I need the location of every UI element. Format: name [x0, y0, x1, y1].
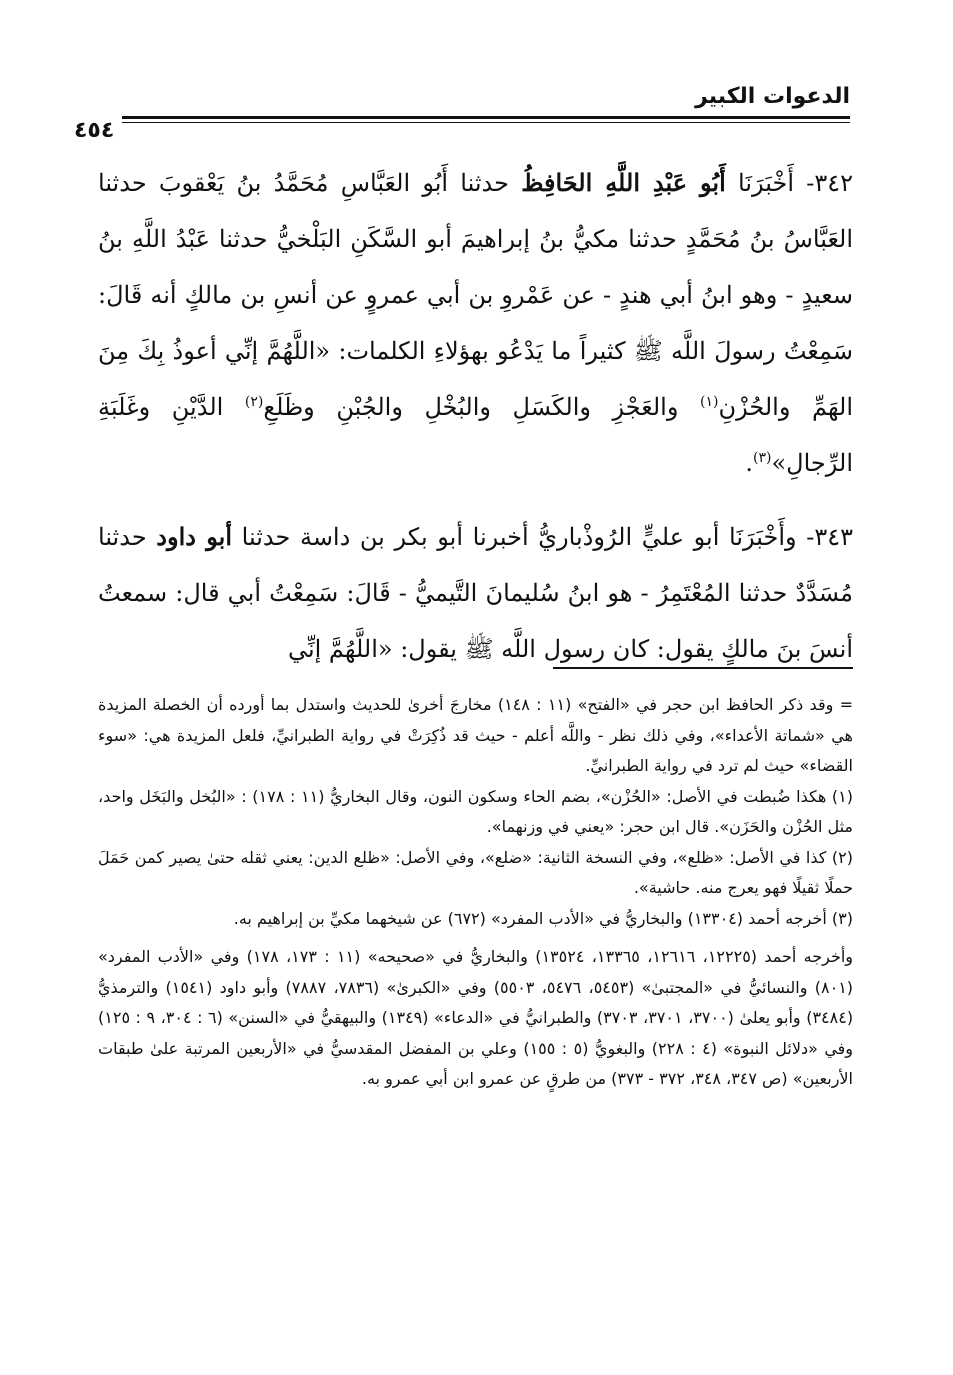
header-rule-thick: [70, 116, 850, 119]
hadith-number: ٣٤٢-: [793, 169, 853, 197]
hadith-text: حدثنا أَبُو العَبَّاسِ مُحَمَّدُ بنُ يَعْقوبَ حدثنا العَبَّاسُ بنُ مُحَمَّدٍ حدثنا مكيُّ بنُ إبراهيمَ أبو السَّكَنِ البَلْخيُّ حدثنا عَبْدُ اللَّهِ بنُ سعيدٍ - وهو ابنُ أبي هندٍ - عن عَمْروِ بن أبي عمروٍ عن أنسِ بن مالكٍ أنه قَالَ: سَمِعْتُ رسولَ اللَّه ﷺ كثيراً ما يَدْعُو بهؤلاءِ الكلمات: «اللَّهُمَّ إنِّي أعوذُ بِكَ مِنَ الهَمِّ والحُزْنِ: [98, 169, 854, 421]
footnote-2: (٢) كذا في الأصل: «ظلع»، وفي النسخة الثانية: «ضلع»، وفي الأصل: «ظلع الدين: يعني ثقله حتىٰ يصير كمن حَمَلَ حملًا ثقيلًا فهو يعرج منه. حاشية».: [98, 847, 853, 897]
footnote-3: (٣) أخرجه أحمد (١٣٣٠٤) والبخاريُّ في «الأدب المفرد» (٦٧٢) عن شيخهما مكيِّ بن إبراهيم به.: [233, 908, 853, 928]
header-rule-thin: [70, 122, 850, 123]
hadith-text: وأَخْبَرَنَا أبو عليٍّ الرُوذْباريُّ أخبرنا أبو بكر بن داسة حدثنا: [232, 523, 797, 551]
hadith-text: أَخْبَرَنَا: [725, 169, 794, 197]
footnotes: [98, 690, 853, 1095]
hadith-text: حدثنا مُسَدَّدٌ حدثنا المُعْتَمِرُ - هو ابنُ سُليمانَ التَّيميُّ - قَالَ: سَمِعْتُ أبي قال: سمعتُ أنسَ بنَ مالكٍ يقول: كان رسول اللَّه ﷺ يقول: «اللَّهُمَّ إنِّي: [98, 523, 853, 663]
page-header: [70, 78, 850, 148]
footnote-continuation: = وقد ذكر الحافظ ابن حجر في «الفتح» (١١ : ١٤٨) مخارجَ أخرىٰ للحديث واستدل بما أورده أن الخصلة المزيدة هي «شماتة الأعداء»، وفي ذلك نظر - واللَّه أعلم - حيث قد ذُكِرَتْ في رواية الطبرانيِّ، فلعل المزيدة هي: «سوء القضاء» حيث لم ترد في رواية الطبرانيِّ.: [98, 695, 854, 775]
footnote-1: (١) هكذا ضُبطت في الأصل: «الحُزْن»، بضم الحاء وسكون النون، وقال البخاريُّ (١١ : ١٧٨) : «البُخل والبَخَل واحد، مثل الحُزْن والحَزَن». قال ابن حجر: «يعني في وزنهما».: [98, 786, 854, 836]
footnote-3-continued: وأخرجه أحمد (١٢٢٢٥، ١٢٦١٦، ١٣٣٦٥، ١٣٥٢٤) والبخاريُّ في «صحيحه» (١١ : ١٧٣، ١٧٨) وفي «الأدب المفرد» (٨٠١) والنسائيُّ في «المجتبىٰ» (٥٤٥٣، ٥٤٧٦، ٥٥٠٣) وفي «الكبرىٰ» (٧٨٣٦، ٧٨٨٧) وأبو داود (١٥٤١) والترمذيُّ (٣٤٨٤) وأبو يعلىٰ (٣٧٠٠، ٣٧٠١، ٣٧٠٣) والطبرانيُّ في «الدعاء» (١٣٤٩) والبيهقيُّ في «السنن» (٦ : ٣٠٤، ٩ : ١٢٥) وفي «دلائل النبوة» (٤ : ٢٢٨) والبغويُّ (٥ : ١٥٥) وعلي بن المفضل المقدسيُّ في «الأربعين المرتبة علىٰ طبقات الأربعين» (ص ٣٤٧، ٣٤٨، ٣٧٢ - ٣٧٣) من طرقٍ عن عمرو ابن أبي عمرو به.: [98, 947, 854, 1088]
page-number: ٤٥٤: [70, 116, 122, 146]
hadith-text: الدَّيْنِ وغَلَبَةِ الرِّجالِ»: [98, 393, 853, 477]
main-text: [98, 155, 853, 677]
hadith-number: ٣٤٣-: [796, 523, 854, 551]
running-title: الدعوات الكبير: [695, 84, 850, 109]
footnote-marker[interactable]: (٢): [244, 394, 264, 410]
footnote-marker[interactable]: (١): [700, 394, 719, 410]
footnote-marker[interactable]: (٣): [753, 450, 772, 466]
hadith-text: .: [745, 449, 754, 477]
hadith-343: [98, 509, 853, 677]
narrator-name: أَبُو عَبْدِ اللَّهِ الحَافِظُ: [521, 168, 726, 197]
hadith-342: [98, 155, 853, 491]
hadith-text: والعَجْزِ والكَسَلِ والبُخْلِ والجُبْنِ وظَلَعِ: [263, 393, 701, 421]
footnote-separator: [553, 667, 853, 669]
narrator-name: أبو داود: [156, 522, 233, 551]
